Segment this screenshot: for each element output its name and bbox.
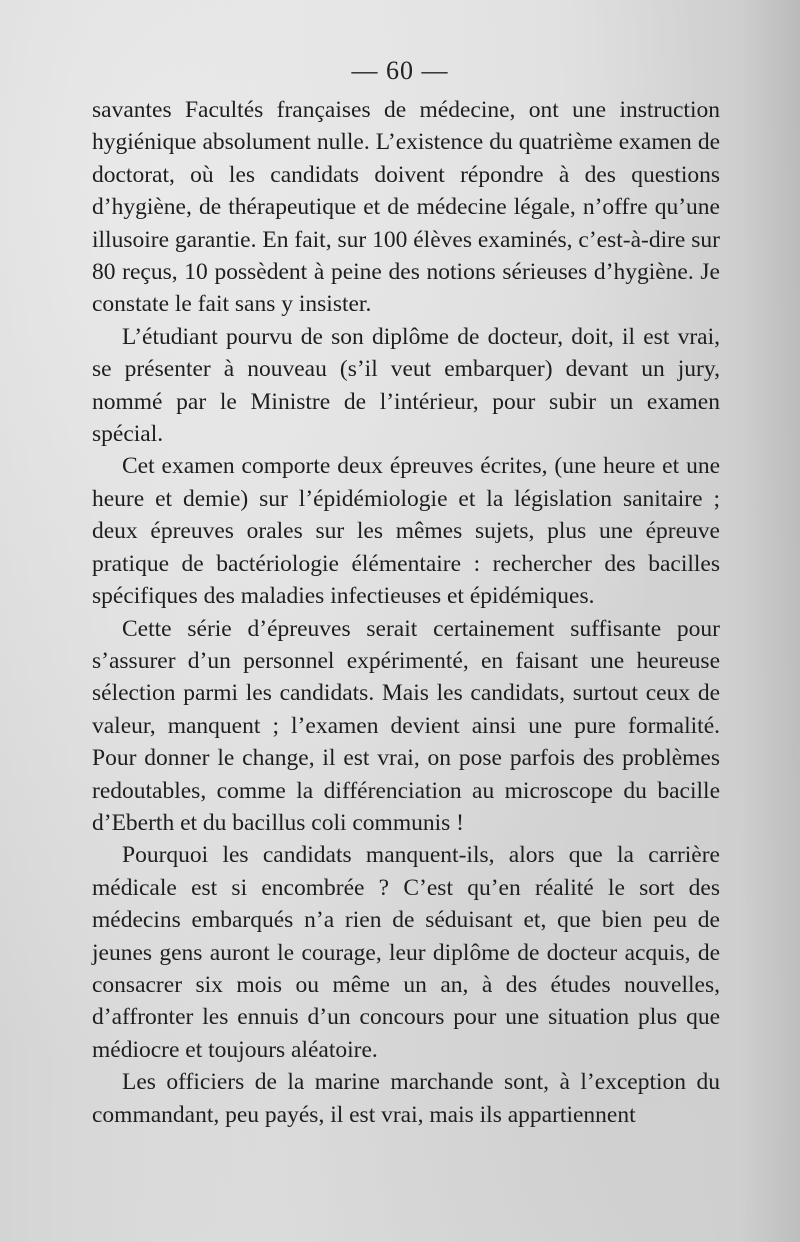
paragraph: Cet examen comporte deux épreuves écrites, (une heure et une heure et demie) sur l’épidémiologie et la législation sanitaire ; deux épreuves orales sur les mêmes sujets, plus une épreuve pratique de bactériologie élémentaire : rechercher des bacilles spécifiques des maladies infectieuses et épidémiques. (92, 453, 720, 610)
page-number: — 60 — (351, 56, 449, 85)
body-text (92, 94, 720, 1131)
paragraph: L’étudiant pourvu de son diplôme de docteur, doit, il est vrai, se présenter à nouveau (s’il veut embarquer) devant un jury, nommé par le Ministre de l’intérieur, pour subir un examen spécial. (92, 323, 720, 448)
paragraph: Cette série d’épreuves serait certainement suffisante pour s’assurer d’un personnel expérimenté, en faisant une heureuse sélection parmi les candidats. Mais les candidats, surtout ceux de valeur, manquent ; l’examen devient ainsi une pure formalité. Pour donner le change, il est vrai, on pose parfois des problèmes redoutables, comme la différenciation au microscope du bacille d’Eberth et du bacillus coli communis ! (92, 615, 720, 836)
paragraph: Pourquoi les candidats manquent-ils, alors que la carrière médicale est si encombrée ? C’est qu’en réalité le sort des médecins embarqués n’a rien de séduisant et, que bien peu de jeunes gens auront le courage, leur diplôme de docteur acquis, de consacrer six mois ou même un an, à des études nouvelles, d’affronter les ennuis d’un concours pour une situation plus que médiocre et toujours aléatoire. (92, 842, 720, 1063)
paragraph: Les officiers de la marine marchande sont, à l’exception du commandant, peu payés, il est vrai, mais ils appartiennent (92, 1069, 720, 1128)
paragraph-continued: savantes Facultés françaises de médecine, ont une instruction hygiénique absolument nulle. L’existence du quatrième examen de doctorat, où les candidats doivent répondre à des questions d’hygiène, de thérapeutique et de médecine légale, n’offre qu’une illusoire garantie. En fait, sur 100 élèves examinés, c’est-à-dire sur 80 reçus, 10 possèdent à peine des notions sérieuses d’hygiène. Je constate le fait sans y insister. (92, 97, 720, 318)
